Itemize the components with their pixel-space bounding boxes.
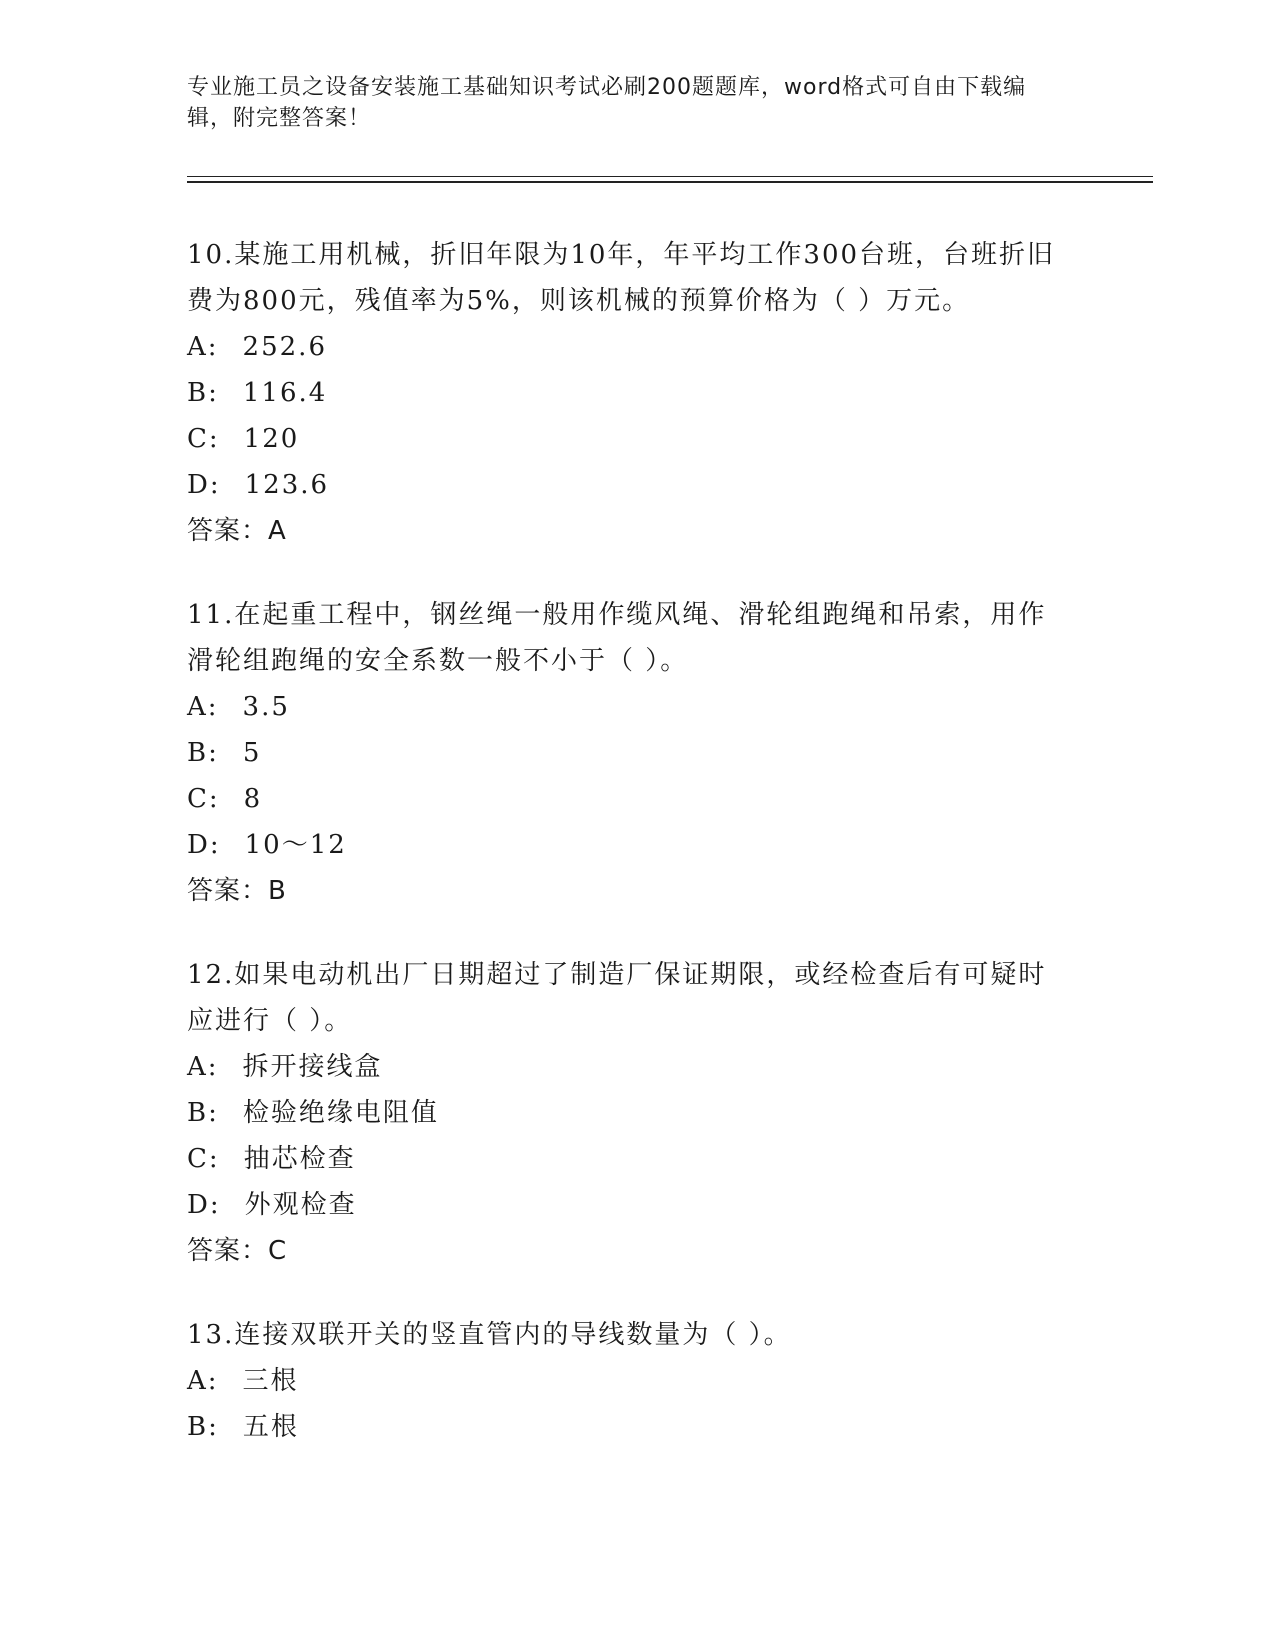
option-b <box>187 1090 1087 1136</box>
option-letter: D: <box>187 830 221 860</box>
option-text: 3.5 <box>242 692 290 722</box>
option-letter: D: <box>187 470 221 500</box>
option-text: 120 <box>243 424 300 454</box>
question-13 <box>187 1312 1087 1450</box>
question-stem: 12.如果电动机出厂日期超过了制造厂保证期限，或经检查后有可疑时应进行（ ）。 <box>187 960 1047 1036</box>
option-letter: D: <box>187 1190 221 1220</box>
option-d <box>187 822 1087 868</box>
answer-line: 答案：B <box>187 876 287 906</box>
option-letter: A: <box>187 1052 219 1082</box>
question-10 <box>187 232 1087 554</box>
option-c <box>187 776 1087 822</box>
option-a <box>187 1044 1087 1090</box>
option-text: 抽芯检查 <box>243 1144 356 1174</box>
question-stem: 13.连接双联开关的竖直管内的导线数量为（ ）。 <box>187 1320 792 1350</box>
option-d <box>187 1182 1087 1228</box>
question-list <box>187 232 1087 1488</box>
option-a <box>187 324 1087 370</box>
option-text: 10～12 <box>244 830 347 860</box>
option-text: 拆开接线盒 <box>242 1052 383 1082</box>
option-text: 123.6 <box>244 470 330 500</box>
option-text: 252.6 <box>242 332 327 362</box>
header-rule-thin <box>187 176 1153 177</box>
option-c <box>187 1136 1087 1182</box>
option-text: 116.4 <box>242 378 328 408</box>
option-letter: C: <box>187 424 220 454</box>
option-letter: B: <box>187 1412 219 1442</box>
question-stem: 10.某施工用机械，折旧年限为10年，年平均工作300台班，台班折旧费为800元，残值率为5%，则该机械的预算价格为（ ）万元。 <box>187 240 1056 316</box>
option-b <box>187 370 1087 416</box>
option-letter: A: <box>187 332 219 362</box>
option-letter: A: <box>187 692 219 722</box>
option-text: 检验绝缘电阻值 <box>242 1098 439 1128</box>
option-c <box>187 416 1087 462</box>
option-text: 8 <box>243 784 263 814</box>
option-letter: A: <box>187 1366 219 1396</box>
option-a <box>187 1358 1087 1404</box>
option-d <box>187 462 1087 508</box>
option-letter: B: <box>187 1098 219 1128</box>
answer-line: 答案：C <box>187 1236 288 1266</box>
option-b <box>187 730 1087 776</box>
option-text: 外观检查 <box>244 1190 357 1220</box>
option-letter: C: <box>187 784 220 814</box>
option-letter: C: <box>187 1144 220 1174</box>
answer-line: 答案：A <box>187 516 287 546</box>
option-b <box>187 1404 1087 1450</box>
option-text: 五根 <box>242 1412 299 1442</box>
option-text: 5 <box>242 738 262 768</box>
header-rule-thick <box>187 181 1153 183</box>
question-11 <box>187 592 1087 914</box>
question-12 <box>187 952 1087 1274</box>
option-a <box>187 684 1087 730</box>
option-letter: B: <box>187 378 219 408</box>
option-letter: B: <box>187 738 219 768</box>
question-stem: 11.在起重工程中，钢丝绳一般用作缆风绳、滑轮组跑绳和吊索，用作滑轮组跑绳的安全系数一般不小于（ ）。 <box>187 600 1047 676</box>
option-text: 三根 <box>242 1366 299 1396</box>
document-header: 专业施工员之设备安装施工基础知识考试必刷200题题库，word格式可自由下载编辑，附完整答案！ <box>187 75 1027 131</box>
